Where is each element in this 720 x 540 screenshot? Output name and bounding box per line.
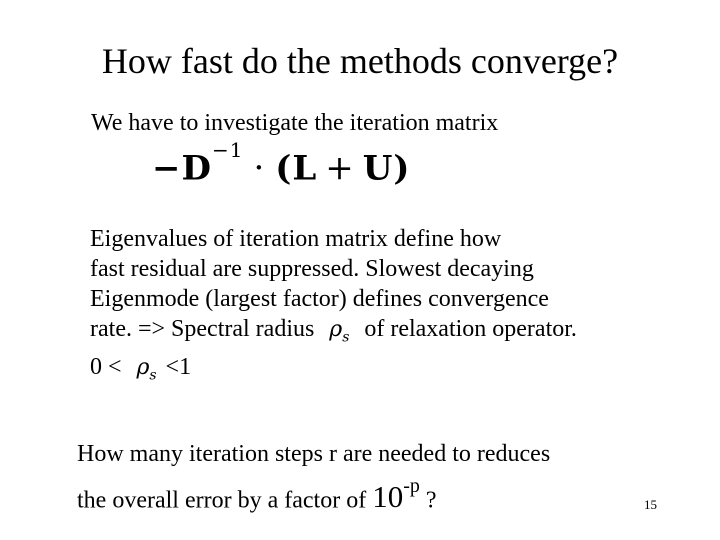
formula-minus-d: −D — [152, 148, 212, 189]
paragraph-line-1: Eigenvalues of iteration matrix define how — [90, 226, 502, 252]
line-5-after: <1 — [165, 354, 192, 381]
question-text — [77, 436, 550, 518]
line-4-before: rate. => Spectral radius — [90, 316, 315, 342]
line-4-after: of relaxation operator. — [364, 316, 577, 342]
factor-exponent: -p — [403, 475, 420, 497]
formula-open-l: (L — [275, 148, 318, 189]
formula-plus: + — [325, 148, 355, 189]
spectral-radius-symbol-2: $\rho_s$ — [136, 355, 157, 384]
line-5-before: 0 < — [90, 354, 122, 381]
paragraph-line-2: fast residual are suppressed. Slowest decaying — [90, 256, 534, 282]
paragraph-line-5 — [90, 352, 577, 390]
slide-title: How fast do the methods converge? — [101, 41, 619, 81]
eigenvalue-paragraph — [90, 224, 577, 391]
spectral-radius-symbol: $\rho_s$ — [329, 317, 350, 346]
paragraph-line-3: Eigenmode (largest factor) defines convergence — [90, 286, 549, 312]
question-line-2-before: the overall error by a factor of — [77, 487, 367, 514]
iteration-matrix-formula — [152, 138, 411, 189]
paragraph-line-4 — [90, 314, 577, 352]
intro-text: We have to investigate the iteration matrix — [91, 110, 499, 136]
factor-power: $10^{-p}$ — [372, 475, 420, 515]
formula-close-u: U) — [362, 148, 411, 189]
page-number: 15 — [644, 497, 657, 512]
question-mark: ? — [425, 487, 437, 514]
formula-exponent: −1 — [211, 138, 244, 162]
question-line-1: How many iteration steps r are needed to reduces — [77, 441, 551, 467]
formula-dot: · — [253, 148, 266, 189]
question-line-2 — [77, 472, 550, 518]
